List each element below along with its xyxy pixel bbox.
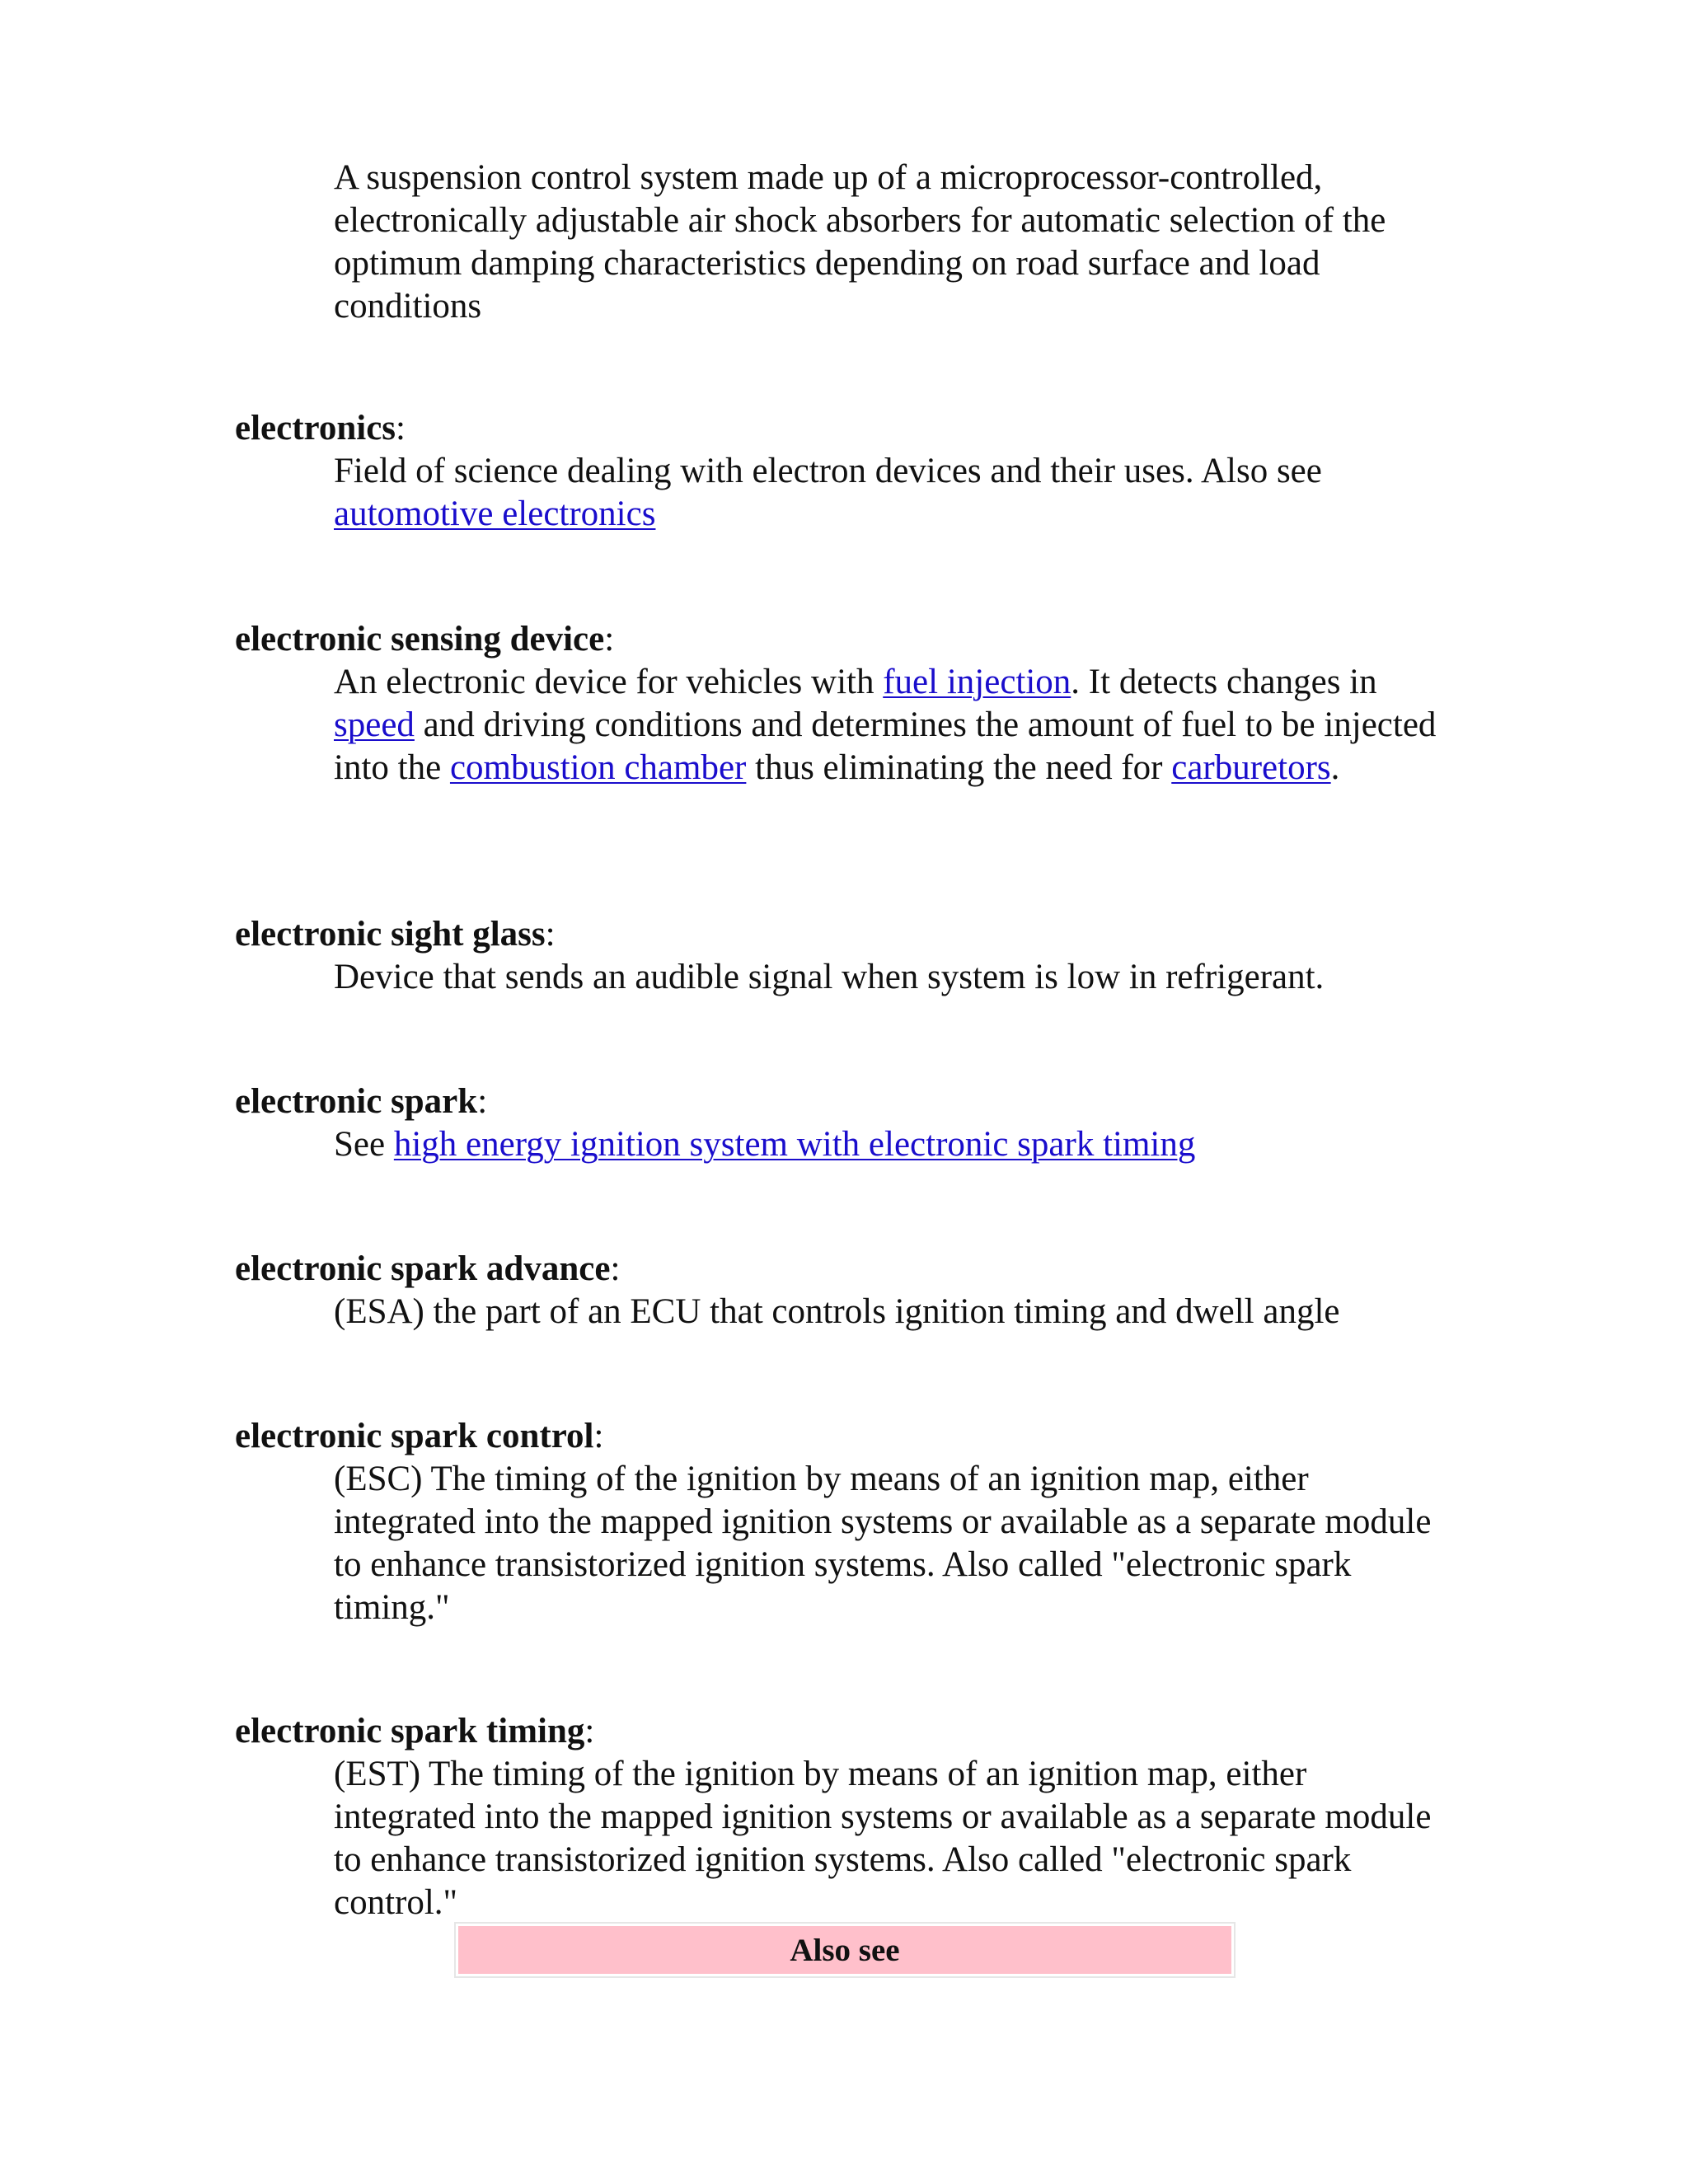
also-see-table — [454, 1922, 1236, 1978]
entry-term: electronic spark advance: — [235, 1249, 621, 1288]
entry-term: electronics: — [235, 409, 406, 448]
definition-text: A suspension control system made up of a microprocessor-controlled, electronically adjustable air shock absorbers for automatic selection of the optimum damping characteristics depending on road surface and load conditions — [334, 158, 1386, 326]
fuel-injection-link[interactable]: fuel injection — [883, 663, 1071, 701]
carburetors-link[interactable]: carburetors — [1171, 748, 1331, 787]
entry-definition: Device that sends an audible signal when system is low in refrigerant. — [334, 958, 1325, 996]
glossary-entry-electronic-sensing-device — [235, 618, 1455, 790]
glossary-entry-electronic-spark — [235, 1080, 1455, 1166]
glossary-entry-electronic-sight-glass — [235, 913, 1455, 999]
glossary-entry-electronics — [235, 407, 1455, 536]
combustion-chamber-link[interactable]: combustion chamber — [449, 748, 747, 787]
glossary-entry-electronic-spark-timing — [235, 1710, 1455, 1924]
glossary-entry-electronic-spark-control — [235, 1415, 1455, 1629]
entry-definition: (ESA) the part of an ECU that controls ignition timing and dwell angle — [334, 1292, 1340, 1331]
also-see-header: Also see — [458, 1926, 1231, 1974]
entry-definition: (ESC) The timing of the ignition by means of an ignition map, either integrated into the mapped ignition systems or available as a separate module to enhance transistorized ignition systems. Also called "electronic spark timing." — [334, 1460, 1432, 1627]
entry-definition: An electronic device for vehicles with fuel injection. It detects changes in speed and driving conditions and determines the amount of fuel to be injected into the combustion chamber thus eliminating the need for carburetors. — [334, 663, 1437, 787]
entry-term: electronic sight glass: — [235, 915, 556, 954]
entry-definition: Field of science dealing with electron devices and their uses. Also see automotive electronics — [334, 452, 1322, 533]
entry-definition: (EST) The timing of the ignition by means of an ignition map, either integrated into the mapped ignition systems or available as a separate module to enhance transistorized ignition systems. Also called "electronic spark control." — [334, 1755, 1432, 1922]
entry-term: electronic spark: — [235, 1082, 488, 1121]
entry-definition: See high energy ignition system with electronic spark timing — [334, 1125, 1196, 1164]
speed-link[interactable]: speed — [334, 705, 415, 744]
entry-term: electronic spark timing: — [235, 1712, 595, 1750]
glossary-entry-electronic-spark-advance — [235, 1248, 1455, 1333]
high-energy-ignition-link[interactable]: high energy ignition system with electronic spark timing — [393, 1125, 1196, 1164]
entry-term: electronic sensing device: — [235, 620, 615, 658]
automotive-electronics-link[interactable]: automotive electronics — [334, 494, 656, 533]
entry-term: electronic spark control: — [235, 1417, 604, 1455]
previous-entry-definition — [334, 157, 1455, 328]
